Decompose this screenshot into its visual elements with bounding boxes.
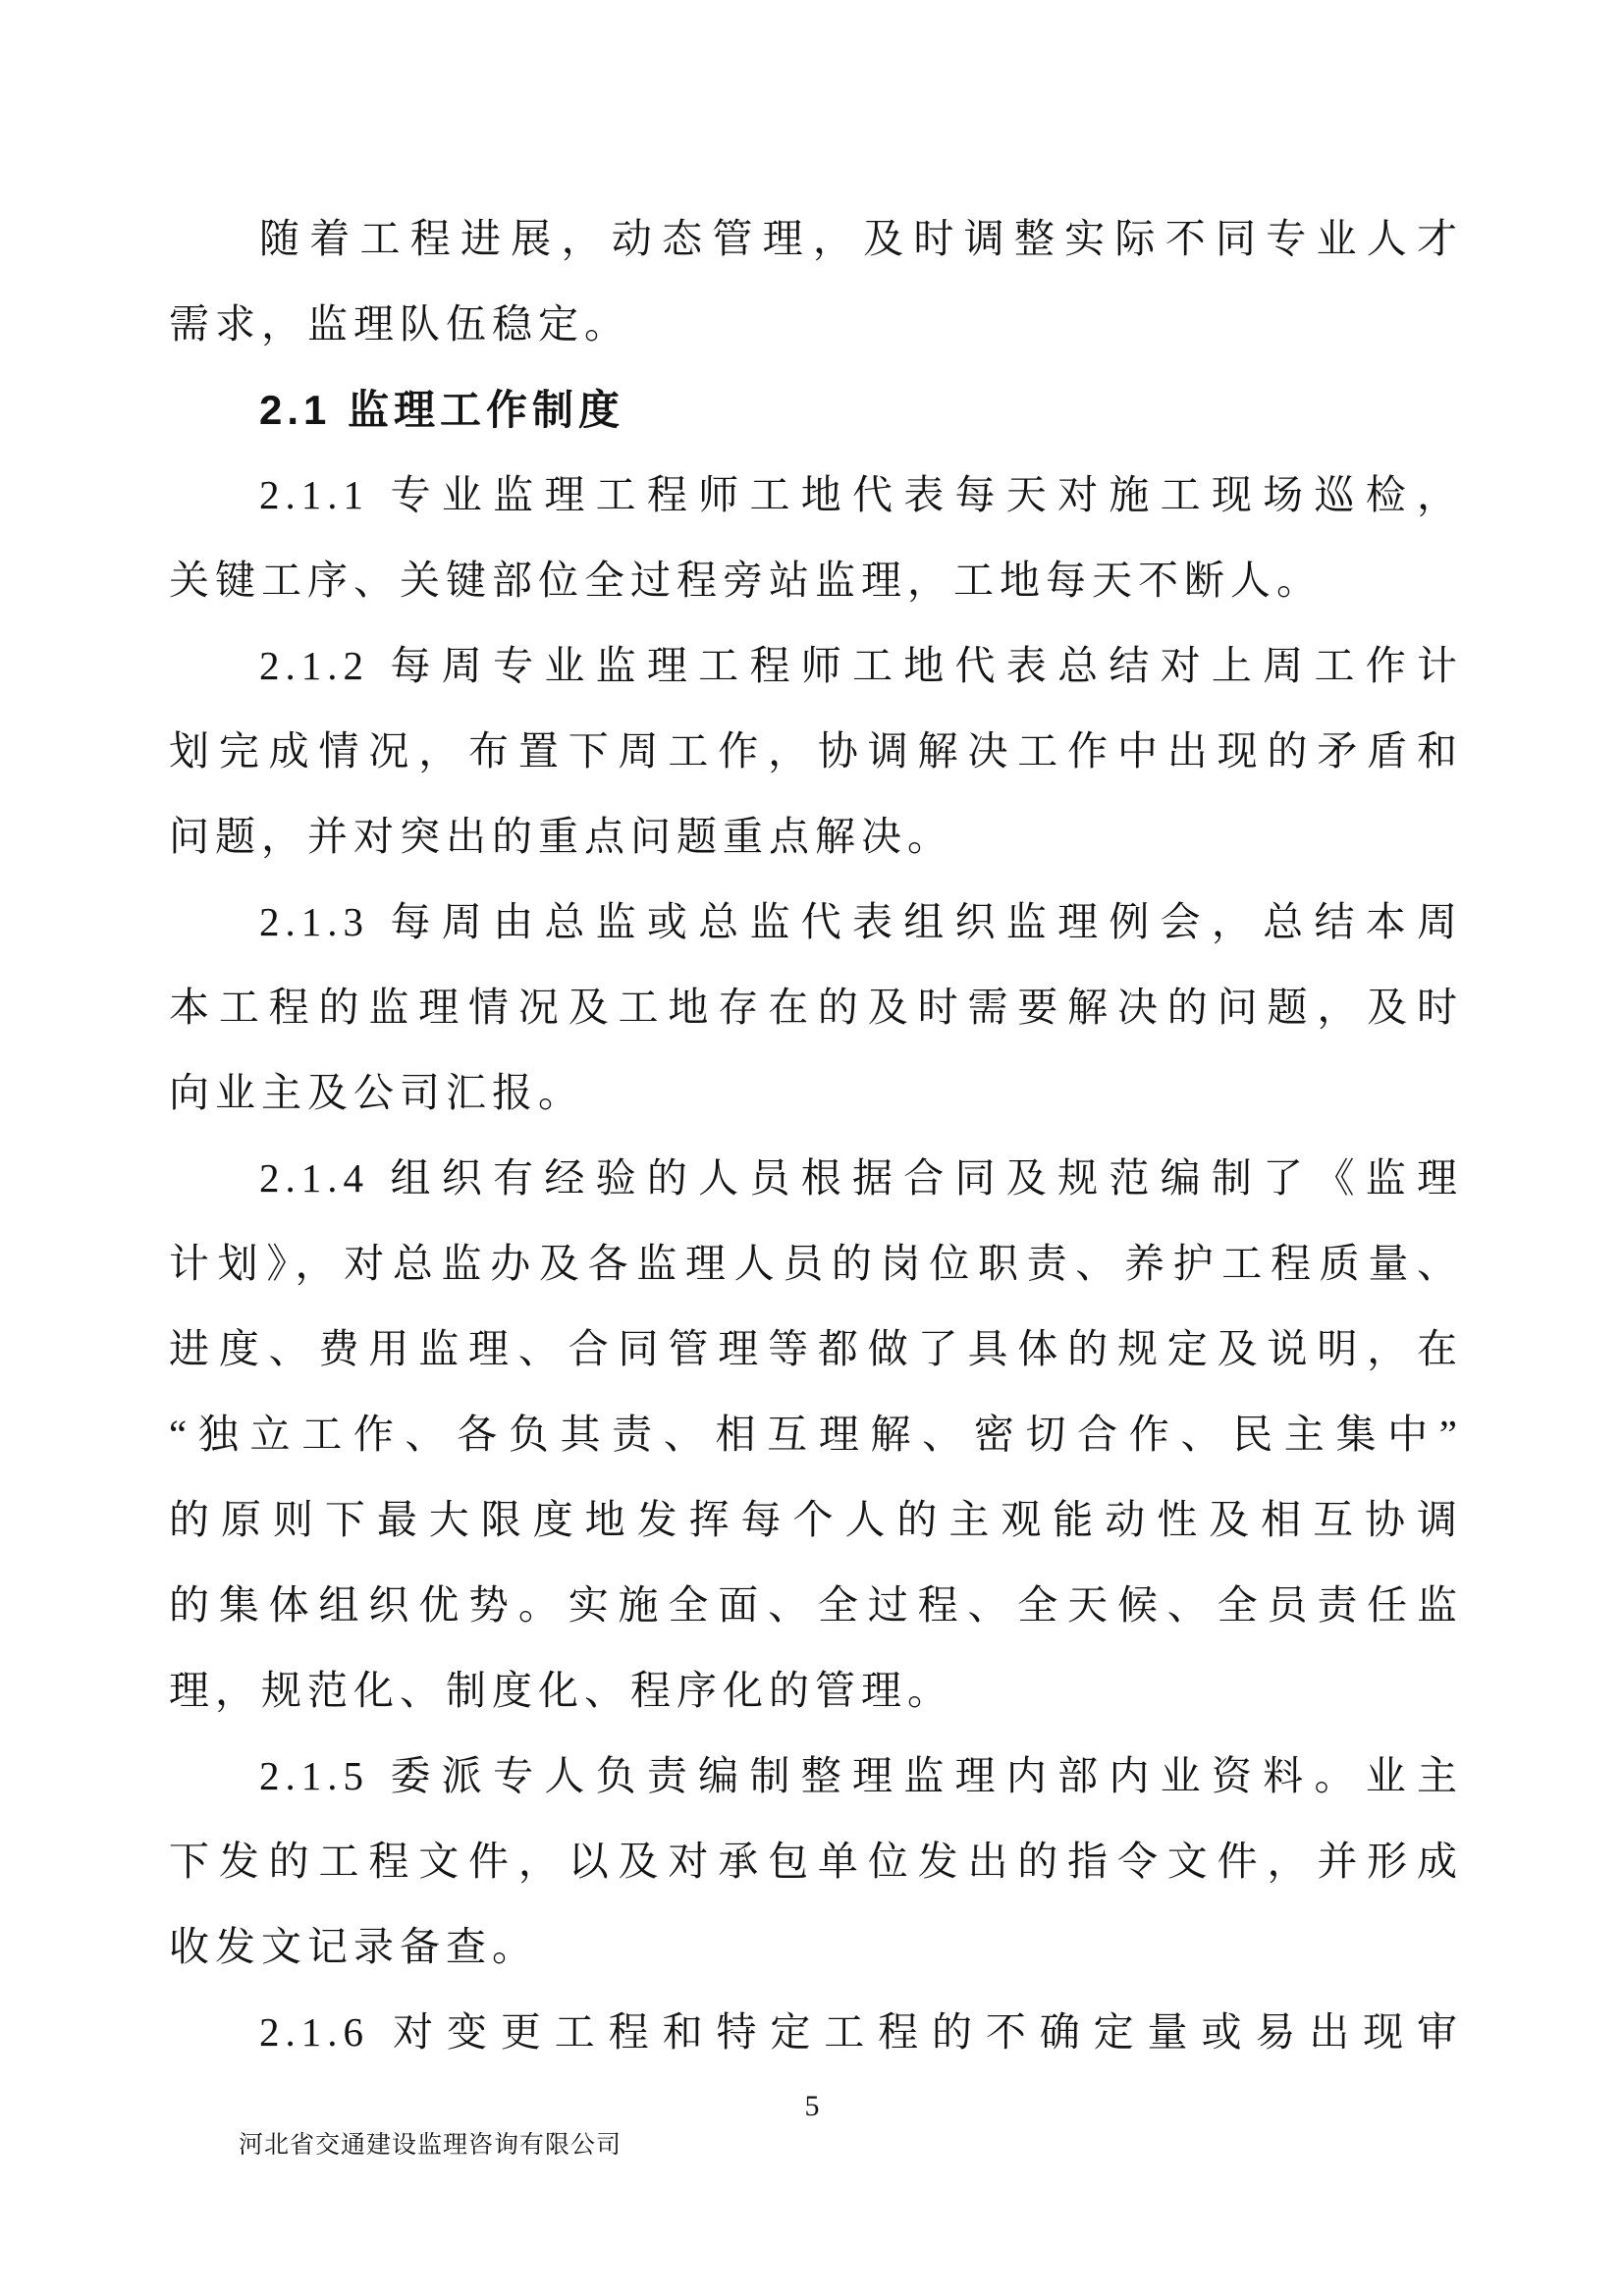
- text-line: 的原则下最大限度地发挥每个人的主观能动性及相互协调: [169, 1497, 1463, 1542]
- text-line: 的集体组织优势。实施全面、全过程、全天候、全员责任监: [169, 1582, 1463, 1628]
- text-line: 向业主及公司汇报。: [169, 1070, 584, 1115]
- text-line: 需求，监理队伍稳定。: [169, 301, 630, 347]
- text-line: 划完成情况，布置下周工作，协调解决工作中出现的矛盾和: [169, 728, 1463, 774]
- text-line: 2.1.2 每周专业监理工程师工地代表总结对上周工作计: [259, 643, 1463, 688]
- text-line: 关键工序、关键部位全过程旁站监理，工地每天不断人。: [169, 558, 1323, 603]
- text-line: 随着工程进展，动态管理，及时调整实际不同专业人才: [259, 216, 1463, 261]
- text-line: 理，规范化、制度化、程序化的管理。: [169, 1668, 953, 1713]
- text-line: 本工程的监理情况及工地存在的及时需要解决的问题，及时: [169, 985, 1463, 1030]
- text-line: 问题，并对突出的重点问题重点解决。: [169, 814, 953, 859]
- text-line: 计划》，对总监办及各监理人员的岗位职责、养护工程质量、: [169, 1241, 1463, 1286]
- text-line: 2.1.4 组织有经验的人员根据合同及规范编制了《监理: [259, 1155, 1463, 1201]
- text-line: “独立工作、各负其责、相互理解、密切合作、民主集中”: [169, 1412, 1463, 1457]
- text-line: 2.1.3 每周由总监或总监代表组织监理例会，总结本周: [259, 899, 1463, 944]
- text-line: 2.1.5 委派专人负责编制整理监理内部内业资料。业主: [259, 1753, 1463, 1798]
- text-line: 2.1.1 专业监理工程师工地代表每天对施工现场巡检，: [259, 472, 1463, 517]
- document-body: [169, 196, 1463, 2075]
- text-line: 进度、费用监理、合同管理等都做了具体的规定及说明，在: [169, 1326, 1463, 1371]
- text-line: 下发的工程文件，以及对承包单位发出的指令文件，并形成: [169, 1839, 1463, 1884]
- text-line: 2.1.6 对变更工程和特定工程的不确定量或易出现审: [259, 2009, 1463, 2055]
- footer-company-name: 河北省交通建设监理咨询有限公司: [239, 2132, 623, 2159]
- page-number: 5: [804, 2090, 820, 2122]
- section-heading-2-1: 2.1 监理工作制度: [259, 387, 625, 433]
- text-line: 收发文记录备查。: [169, 1924, 538, 1969]
